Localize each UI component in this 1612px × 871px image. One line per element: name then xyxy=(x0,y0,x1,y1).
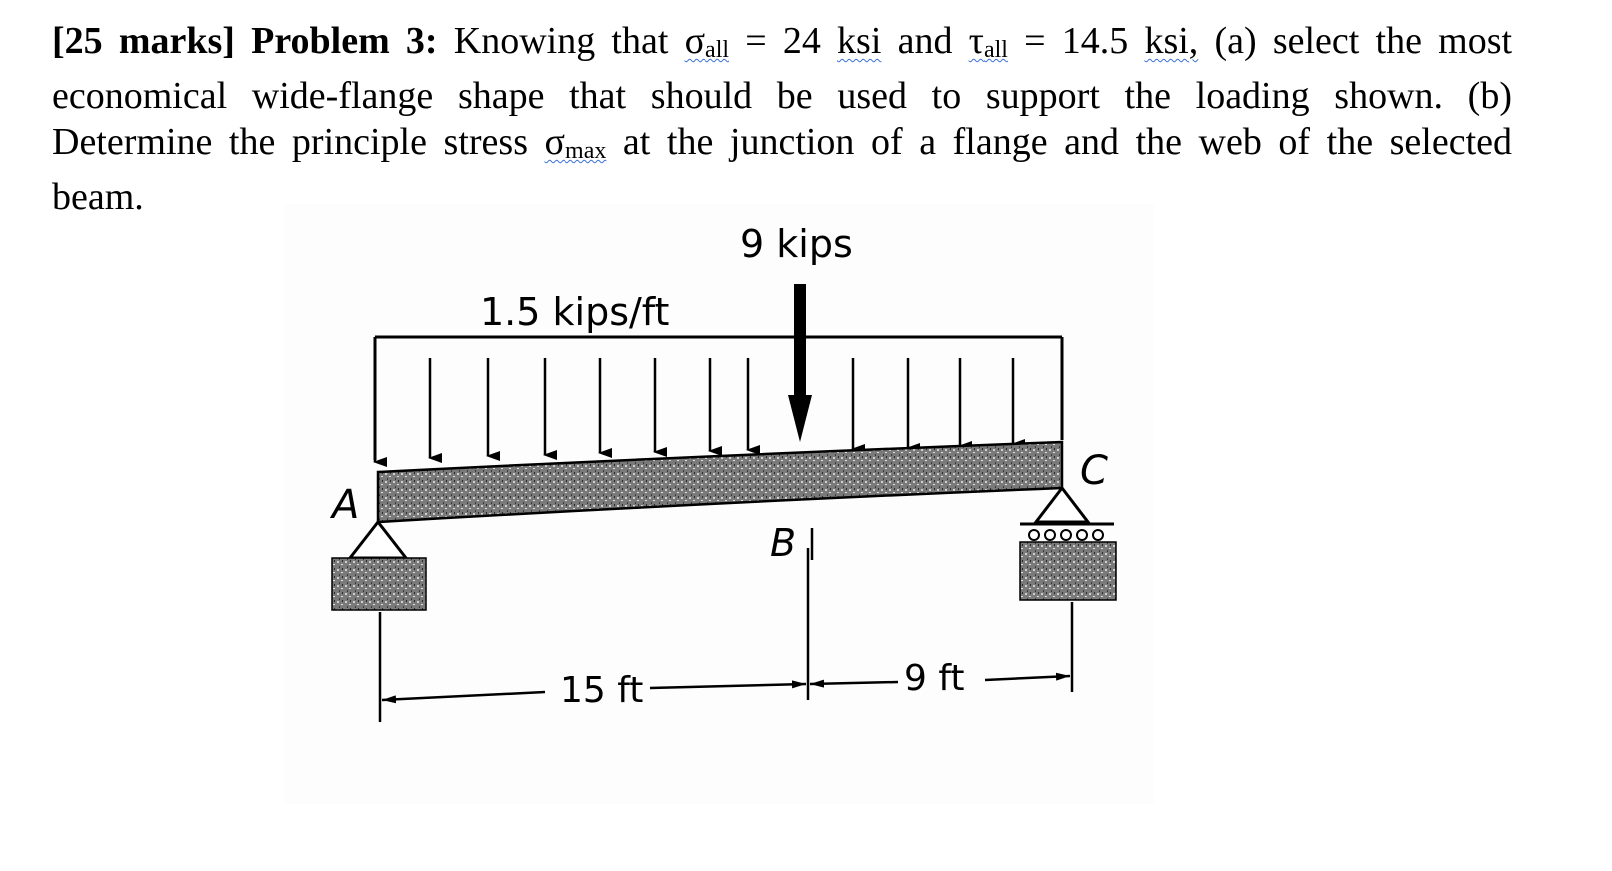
roller-wheel xyxy=(1093,530,1103,540)
roller-wheel xyxy=(1045,530,1055,540)
roller-wheel xyxy=(1029,530,1039,540)
point-load-shaft xyxy=(794,284,806,399)
tau-value: = 14.5 xyxy=(1024,20,1129,62)
tau-unit: ksi, xyxy=(1144,20,1199,62)
point-load-label: 9 kips xyxy=(740,222,853,266)
sigma-value: = 24 xyxy=(745,20,821,62)
sigma-symbol: σ xyxy=(684,20,706,62)
problem-number: Problem 3: xyxy=(251,20,438,62)
label-c: C xyxy=(1080,448,1108,494)
part-b-text: at the junction of a flange and the web of the selected xyxy=(622,121,1512,163)
part-b-intro: Determine the principle stress xyxy=(52,121,528,163)
sigma-unit: ksi xyxy=(837,20,882,62)
sigma-subscript: all xyxy=(705,37,730,63)
label-a: A xyxy=(332,482,360,528)
tau-subscript: all xyxy=(983,37,1008,63)
sigma-max-letter: σ xyxy=(544,121,566,163)
sigma-max-subscript: max xyxy=(565,138,607,164)
ground-c xyxy=(1020,542,1116,600)
roller-wheel xyxy=(1077,530,1087,540)
problem-line-4: beam. xyxy=(52,176,144,218)
part-a-text: (a) select the most xyxy=(1214,20,1513,62)
marks-label: [25 marks] xyxy=(52,20,235,62)
dim-left-label: 15 ft xyxy=(560,670,644,711)
roller-wheel xyxy=(1061,530,1071,540)
and-word: and xyxy=(897,20,953,62)
tau-symbol: τ xyxy=(968,20,984,62)
distributed-load-label: 1.5 kips/ft xyxy=(480,290,670,334)
problem-intro: Knowing that xyxy=(453,20,669,62)
label-b: B xyxy=(770,521,797,565)
problem-line-2: economical wide-flange shape that should be used to support the loading shown. (b) xyxy=(52,75,1512,117)
ground-a xyxy=(332,558,426,610)
dim-right-label: 9 ft xyxy=(904,658,965,699)
